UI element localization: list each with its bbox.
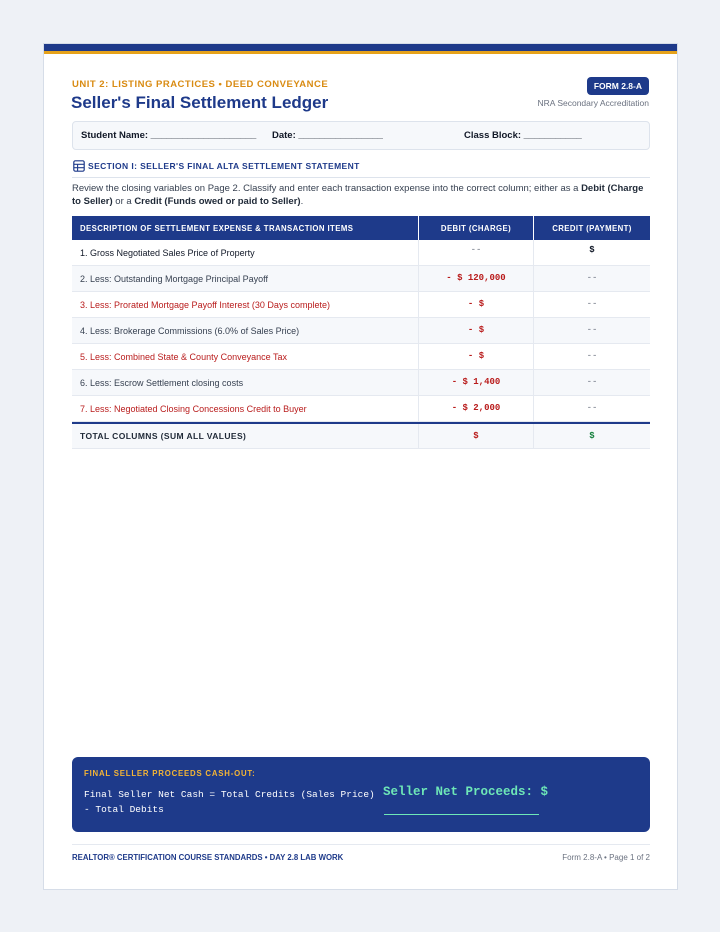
credit-cell[interactable]: -- xyxy=(533,344,650,369)
accreditation-label: NRA Secondary Accreditation xyxy=(537,98,649,108)
page-title: Seller's Final Settlement Ledger xyxy=(71,93,329,112)
settlement-ledger-table xyxy=(72,216,650,449)
credit-definition: Credit (Funds owed or paid to Seller) xyxy=(134,196,301,207)
student-name-field[interactable]: Student Name: ____________________ xyxy=(81,130,257,141)
instructions-text: Review the closing variables on Page 2. Classify and enter each transaction expense into the correct column; either as a Debit (Charge to Seller) or a Credit (Funds owed or paid to Seller). xyxy=(72,183,644,207)
debit-definition: Debit (Charge to Seller) xyxy=(72,183,644,207)
table-row xyxy=(72,344,650,370)
row-description: 2. Less: Outstanding Mortgage Principal Payoff xyxy=(80,273,268,284)
debit-cell[interactable]: -- xyxy=(418,240,533,265)
table-row xyxy=(72,292,650,318)
date-field[interactable]: Date: ________________ xyxy=(272,130,383,141)
total-credit-cell[interactable]: $ xyxy=(533,424,650,448)
row-description: 7. Less: Negotiated Closing Concessions Credit to Buyer xyxy=(80,403,307,414)
net-proceeds-label: Seller Net Proceeds: $ xyxy=(383,785,549,799)
net-proceeds-answer-line[interactable] xyxy=(384,814,539,815)
debit-cell[interactable]: - $ xyxy=(418,318,533,343)
class-block-field[interactable]: Class Block: ___________ xyxy=(464,130,582,141)
credit-cell[interactable]: -- xyxy=(533,292,650,317)
page-footer xyxy=(72,844,650,862)
worksheet-page xyxy=(43,43,678,890)
column-header-description: DESCRIPTION OF SETTLEMENT EXPENSE & TRANSACTION ITEMS xyxy=(80,223,354,233)
student-info-box xyxy=(72,121,650,150)
row-description: 1. Gross Negotiated Sales Price of Property xyxy=(80,247,255,258)
row-description: 6. Less: Escrow Settlement closing costs xyxy=(80,377,244,388)
credit-cell[interactable]: -- xyxy=(533,396,650,421)
table-row xyxy=(72,266,650,292)
footer-course-standards: REALTOR® CERTIFICATION COURSE STANDARDS • DAY 2.8 LAB WORK xyxy=(72,853,344,862)
debit-cell[interactable]: - $ xyxy=(418,292,533,317)
column-header-credit: CREDIT (PAYMENT) xyxy=(533,216,650,240)
credit-cell[interactable]: -- xyxy=(533,266,650,291)
row-description: 3. Less: Prorated Mortgage Payoff Interest (30 Days complete) xyxy=(80,299,330,310)
totals-label: TOTAL COLUMNS (SUM ALL VALUES) xyxy=(80,431,247,441)
table-row xyxy=(72,370,650,396)
total-debit-cell[interactable]: $ xyxy=(418,424,533,448)
table-header-row xyxy=(72,216,650,240)
debit-cell[interactable]: - $ 2,000 xyxy=(418,396,533,421)
row-description: 4. Less: Brokerage Commissions (6.0% of Sales Price) xyxy=(80,325,300,336)
section-title: SECTION I: SELLER'S FINAL ALTA SETTLEMENT STATEMENT xyxy=(88,161,360,171)
column-header-debit: DEBIT (CHARGE) xyxy=(418,216,533,240)
debit-cell[interactable]: - $ xyxy=(418,344,533,369)
form-badge: FORM 2.8-A xyxy=(587,77,649,95)
footer-page-number: Form 2.8-A • Page 1 of 2 xyxy=(562,853,650,862)
proceeds-callout xyxy=(72,757,650,832)
top-accent-bar xyxy=(44,44,677,51)
table-icon xyxy=(73,160,85,172)
debit-cell[interactable]: - $ 1,400 xyxy=(418,370,533,395)
proceeds-label: FINAL SELLER PROCEEDS CASH-OUT: xyxy=(84,769,256,778)
credit-cell[interactable]: -- xyxy=(533,370,650,395)
credit-cell[interactable]: -- xyxy=(533,318,650,343)
table-row xyxy=(72,318,650,344)
top-gold-stripe xyxy=(44,51,677,54)
row-description: 5. Less: Combined State & County Conveyance Tax xyxy=(80,351,287,362)
totals-row xyxy=(72,422,650,449)
credit-cell[interactable]: $ xyxy=(533,240,650,265)
unit-label: UNIT 2: LISTING PRACTICES • DEED CONVEYANCE xyxy=(72,79,329,90)
table-row xyxy=(72,240,650,266)
section-header xyxy=(72,158,650,178)
table-row xyxy=(72,396,650,422)
proceeds-formula: Final Seller Net Cash = Total Credits (Sales Price) - Total Debits xyxy=(84,789,375,815)
debit-cell[interactable]: - $ 120,000 xyxy=(418,266,533,291)
